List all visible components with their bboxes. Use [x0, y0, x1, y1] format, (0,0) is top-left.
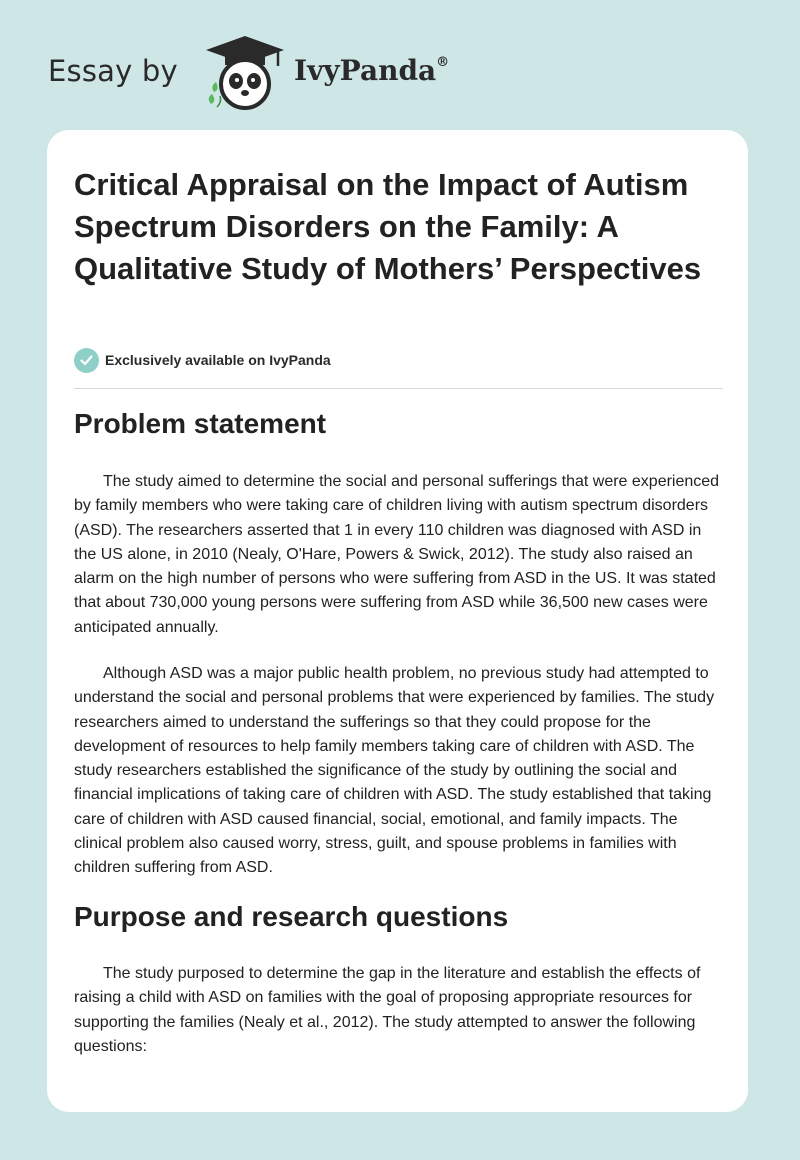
brand-name: [294, 54, 449, 87]
brand-prefix: Essay by: [48, 54, 178, 88]
paragraph: The study purposed to determine the gap in the literature and establish the effects of raising a child with ASD on families with the goal of proposing appropriate resources for supporting the families (Nealy et al., 2012). The study attempted to answer the following questions:: [74, 965, 701, 1055]
exclusive-badge: [74, 347, 331, 373]
badge-label: Exclusively available on IvyPanda: [105, 352, 331, 368]
site-header: [48, 34, 478, 110]
section-heading: Purpose and research questions: [74, 901, 509, 932]
paragraph: Although ASD was a major public health problem, no previous study had attempted to understand the social and personal problems that were experienced by families. The study researchers aimed to understand the sufferings so that they could propose for the development of resources to help family members taking care of children with ASD. The study researchers established the significance of the study by outlining the social and financial implications of taking care of children with ASD. The study established that taking care of children with ASD caused financial, social, emotional, and family impacts. The clinical problem also caused worry, stress, guilt, and spouse problems in families with children suffering from ASD.: [74, 665, 715, 877]
article-card: [47, 130, 748, 1112]
article-title: Critical Appraisal on the Impact of Autism Spectrum Disorders on the Family: A Qualitative Study of Mothers’ Perspectives: [74, 167, 702, 286]
paragraph: The study aimed to determine the social and personal sufferings that were experienced by family members who were taking care of children living with autism spectrum disorders (ASD). The researchers asserted that 1 in every 110 children was diagnosed with ASD in the US alone, in 2010 (Nealy, O'Hare, Powers & Swick, 2012). The study also raised an alarm on the high number of persons who were suffering from ASD in the US. It was stated that about 730,000 young persons were suffering from ASD while 36,500 new cases were anticipated annually.: [74, 473, 720, 636]
trademark-symbol: ®: [436, 54, 450, 70]
brand-name-text: IvyPanda: [294, 54, 437, 87]
ivypanda-logo-icon[interactable]: [202, 34, 288, 110]
divider: [74, 388, 723, 389]
check-circle-icon: [74, 348, 99, 373]
section-heading: Problem statement: [74, 408, 327, 439]
